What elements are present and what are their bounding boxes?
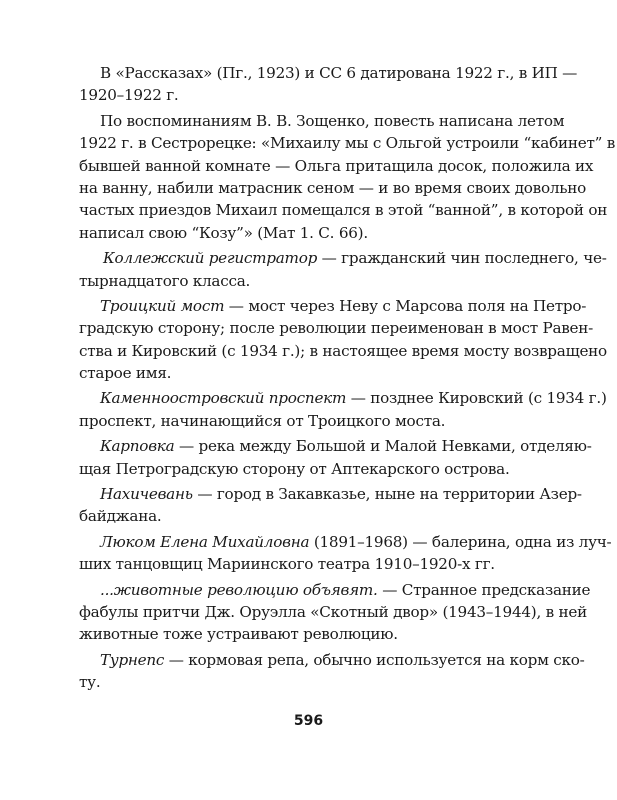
text-line: По воспоминаниям В. В. Зощенко, повесть написана летом [100, 111, 565, 130]
note-term: Нахичевань [100, 485, 193, 504]
note-entry-turneps [79, 649, 585, 694]
text-line: ту. [79, 673, 101, 692]
note-term: ...животные революцию объявят. [100, 580, 378, 599]
text-line: бывшей ванной комнате — Ольга притащила досок, положила их [79, 156, 594, 175]
note-definition: — река между Большой и Малой Невками, отделяю- [174, 437, 592, 456]
text-line [79, 483, 582, 505]
note-definition: — кормовая репа, обычно используется на корм ско- [164, 650, 585, 669]
note-term: Каменноостровский проспект [100, 389, 347, 408]
text-line: 1920–1922 г. [79, 86, 179, 105]
text-line [79, 247, 607, 269]
text-line: проспект, начинающийся от Троицкого моста. [79, 411, 446, 430]
text-line: В «Рассказах» (Пг., 1923) и СС 6 датирована 1922 г., в ИП — [100, 64, 578, 82]
note-definition: — гражданский чин последнего, че- [317, 249, 607, 268]
text-line: 1922 г. в Сестрорецке: «Михаилу мы с Ольгой устроили “кабинет” в [79, 134, 616, 153]
text-line: градскую сторону; после революции переименован в мост Равен- [79, 319, 594, 338]
text-line: написал свою “Козу”» (Мат 1. С. 66). [79, 223, 368, 242]
text-line: щая Петроградскую сторону от Аптекарского острова. [79, 459, 510, 478]
text-line: фабулы притчи Дж. Оруэлла «Скотный двор» (1943–1944), в ней [79, 602, 587, 621]
text-line: старое имя. [79, 364, 172, 383]
text-line: на ванну, набили матрасник сеном — и во время своих довольно [79, 178, 587, 197]
note-definition: — мост через Неву с Марсова поля на Петро- [224, 296, 587, 315]
text-line: частых приездов Михаил помещался в этой “ванной”, в которой он [79, 201, 608, 220]
note-term: Карповка [100, 437, 175, 456]
document-page [79, 62, 616, 694]
text-line [79, 649, 585, 671]
note-term: Турнепс [100, 650, 165, 669]
text-line [79, 387, 607, 409]
note-entry-kollezhsky-registrator [79, 247, 607, 292]
note-entry-troitsky-most [79, 295, 607, 385]
page-number: 596 [293, 713, 324, 729]
note-entry-nakhichevan [79, 483, 582, 528]
note-term: Коллежский регистратор [103, 249, 318, 268]
note-definition: (1891–1968) — балерина, одна из луч- [309, 532, 612, 551]
note-entry-karpovka [79, 435, 592, 480]
text-line: тырнадцатого класса. [79, 271, 251, 290]
paragraph-memoir-quote [79, 110, 616, 244]
text-line [79, 579, 591, 601]
note-definition: — Странное предсказание [377, 580, 591, 599]
note-term: Троицкий мост [100, 296, 225, 315]
note-entry-animals-revolution [79, 579, 591, 646]
note-term: Люком Елена Михайловна [100, 532, 310, 551]
text-line: ших танцовщиц Мариинского театра 1910–1920-х гг. [79, 555, 495, 574]
text-line [79, 531, 612, 553]
text-line: ства и Кировский (с 1934 г.); в настоящее время мосту возвращено [79, 341, 607, 360]
note-entry-kamennoostrovsky [79, 387, 607, 432]
text-line [79, 435, 592, 457]
text-line: байджана. [79, 507, 162, 526]
note-definition: — город в Закавказье, ныне на территории Азер- [192, 485, 582, 504]
text-line: животные тоже устраивают революцию. [79, 625, 398, 644]
note-definition: — позднее Кировский (с 1934 г.) [346, 389, 607, 408]
paragraph-publication-note [79, 62, 578, 107]
text-line [79, 295, 587, 317]
note-entry-lyukom [79, 531, 612, 576]
